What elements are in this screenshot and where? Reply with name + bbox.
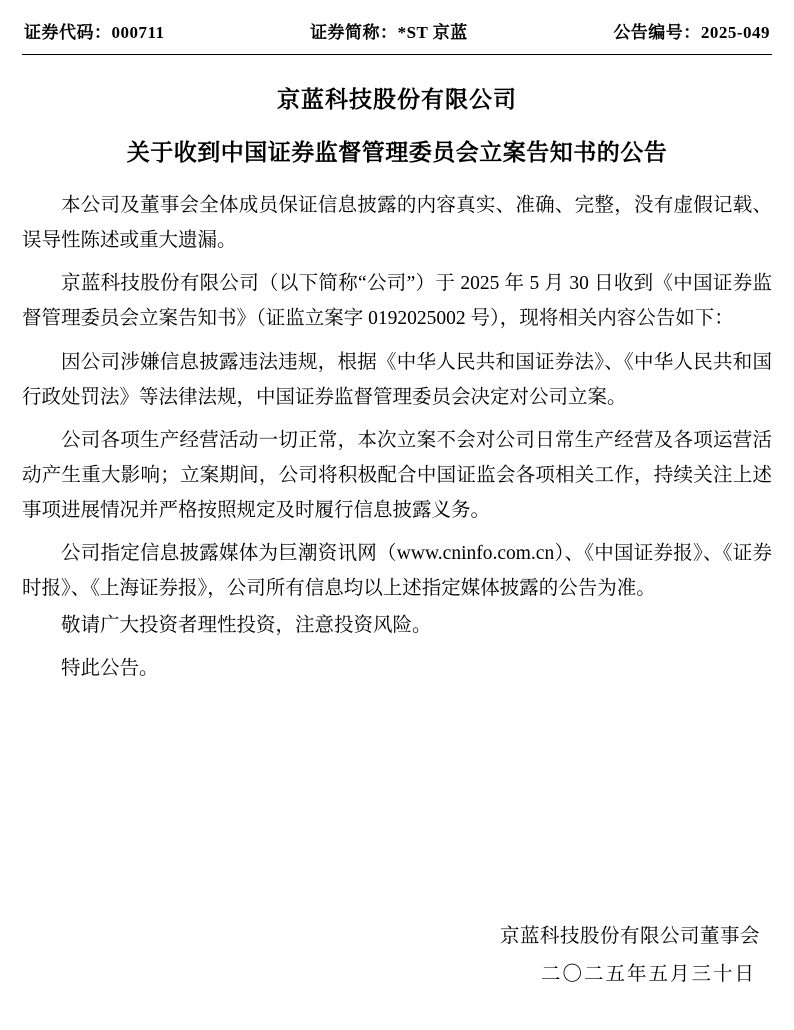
security-abbr-label: 证券简称：: [310, 23, 398, 42]
paragraph-disclosure-media: 公司指定信息披露媒体为巨潮资讯网（www.cninfo.com.cn）、《中国证券报》、《证券时报》、《上海证券报》，公司所有信息均以上述指定媒体披露的公告为准。: [22, 543, 772, 600]
security-abbr-value: *ST 京蓝: [397, 23, 468, 42]
paragraph-legal-basis: 因公司涉嫌信息披露违法违规，根据《中华人民共和国证券法》、《中华人民共和国行政处罚法》等法律法规，中国证券监督管理委员会决定对公司立案。: [22, 351, 772, 408]
signature-date: 二〇二五年五月三十日: [540, 963, 756, 985]
security-code: [24, 18, 165, 43]
security-code-label: 证券代码：: [24, 23, 112, 42]
paragraph-operations-impact: 公司各项生产经营活动一切正常，本次立案不会对公司日常生产经营及各项运营活动产生重大影响；立案期间，公司将积极配合中国证监会各项相关工作，持续关注上述事项进展情况并严格按照规定及时履行信息披露义务。: [22, 430, 772, 521]
paragraph-filing-notice: 京蓝科技股份有限公司（以下简称“公司”）于 2025 年 5 月 30 日收到《中国证券监督管理委员会立案告知书》（证监立案字 0192025002 号），现将相关内容公告如下：: [22, 273, 772, 330]
security-abbr: [310, 18, 468, 43]
paragraph-closing: 特此公告。: [61, 658, 159, 680]
notice-number-label: 公告编号：: [613, 23, 701, 42]
header-divider: [22, 54, 772, 55]
page-title-subject: 关于收到中国证券监督管理委员会立案告知书的公告: [126, 140, 668, 165]
signature-block: [500, 918, 760, 994]
security-code-value: 000711: [111, 23, 165, 42]
signature-company: 京蓝科技股份有限公司董事会: [499, 925, 760, 947]
document-body: [22, 189, 772, 687]
paragraph-investor-advice: 敬请广大投资者理性投资，注意投资风险。: [61, 614, 432, 636]
page-title-company: 京蓝科技股份有限公司: [277, 87, 517, 112]
notice-number-value: 2025-049: [700, 23, 770, 42]
notice-number: [613, 18, 770, 43]
document-header: [22, 18, 772, 43]
paragraph-disclaimer: 本公司及董事会全体成员保证信息披露的内容真实、准确、完整，没有虚假记载、误导性陈述或重大遗漏。: [22, 195, 772, 251]
